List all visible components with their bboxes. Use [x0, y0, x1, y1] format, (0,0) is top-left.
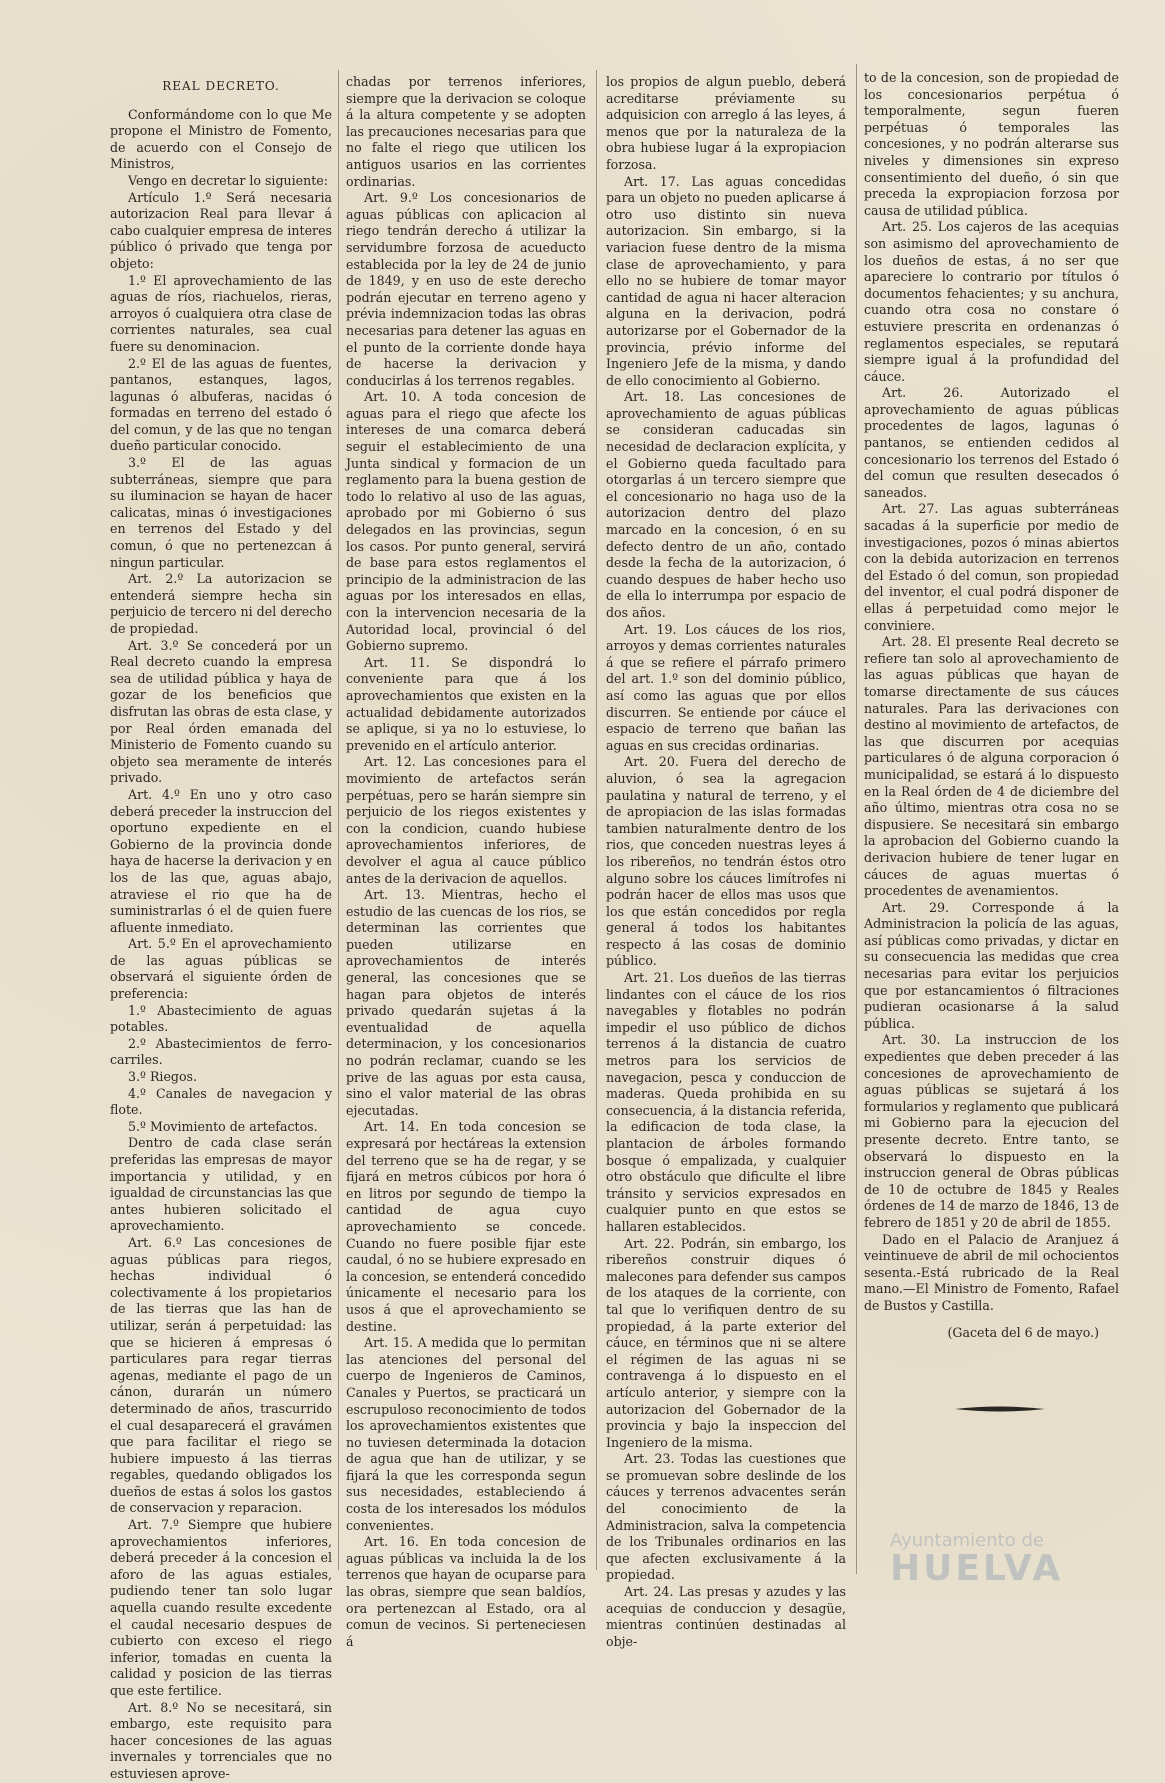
paragraph: Art. 23. Todas las cuestiones que se promuevan sobre deslinde de los cáuces y terrenos advacentes serán del conocimiento de la Administracion, salva la competencia de los Tribunales ordinarios en las que afecten exclusivamente á la propiedad.	[606, 1451, 846, 1583]
paragraph: Dentro de cada clase serán preferidas las empresas de mayor importancia y utilidad, y en igualdad de circunstancias las que antes hubieren solicitado el aprovechamiento.	[110, 1135, 332, 1234]
paragraph: Art. 20. Fuera del derecho de aluvion, ó sea la agregacion paulatina y natural de terreno, y el de apropiacion de las islas formadas tambien naturalmente dentro de los rios, que conceden nuestras leyes á los ribereños, no tendrán éstos otro alguno sobre los cáuces limítrofes ni podrán hacer de ellos mas usos que los que están concedidos por regla general á todos los habitantes respecto á las cosas de dominio público.	[606, 754, 846, 969]
paragraph: Art. 25. Los cajeros de las acequias son asimismo del aprovechamiento de los dueños de estas, á no ser que apareciere lo contrario por títulos ó documentos fehacientes; y su anchura, cuando otra cosa no constare ó estuviere prescrita en ordenanzas ó reglamentos especiales, se reputará siempre igual á la profundidad del cáuce.	[864, 219, 1119, 384]
paragraph: Art. 15. A medida que lo permitan las atenciones del personal del cuerpo de Ingenieros de Caminos, Canales y Puertos, se practicará un escrupuloso reconocimiento de todos los aprovechamientos existentes que no tuviesen determinada la dotacion de agua que han de utilizar, y se fijará la que les corresponda segun sus necesidades, estableciendo á costa de los interesados los módulos convenientes.	[346, 1335, 586, 1533]
paragraph: los propios de algun pueblo, deberá acreditarse préviamente su adquisicion con arreglo á las leyes, á menos que por la naturaleza de la obra hubiese lugar á la expropiacion forzosa.	[606, 74, 846, 172]
column-1-body	[110, 107, 332, 1783]
paragraph: Vengo en decretar lo siguiente:	[128, 172, 328, 188]
source-note: (Gaceta del 6 de mayo.)	[947, 1324, 1099, 1340]
paragraph: 2.º Abastecimientos de ferro-carriles.	[110, 1035, 332, 1068]
paragraph: 3.º El de las aguas subterráneas, siempre que para su iluminacion se hayan de hacer calicatas, minas ó investigaciones en terrenos del Estado y del comun, ó que no pertenezcan á ningun particular.	[110, 455, 332, 570]
paragraph: Art. 9.º Los concesionarios de aguas públicas con aplicacion al riego tendrán derecho á utilizar la servidumbre forzosa de acueducto establecida por la ley de 24 de junio de 1849, y en uso de este derecho podrán ejecutar en terreno ageno y prévia indemnizacion todas las obras necesarias para detener las aguas en el punto de la corriente donde haya de hacerse la derivacion y conducirlas á los terrenos regables.	[346, 190, 586, 388]
paragraph: Art. 30. La instruccion de los expedientes que deben preceder á las concesiones de aprovechamiento de aguas públicas se sujetará á los formularios y reglamento que publicará mi Gobierno para la ejecucion del presente decreto. Entre tanto, se observará lo dispuesto en la instruccion general de Obras públicas de 10 de octubre de 1845 y Reales órdenes de 14 de marzo de 1846, 13 de febrero de 1851 y 20 de abril de 1855.	[864, 1032, 1119, 1230]
paragraph: Art. 13. Mientras, hecho el estudio de las cuencas de los rios, se determinan las corrientes que pueden utilizarse en aprovechamientos de interés general, las concesiones que se hagan para objetos de interés privado quedarán sujetas á la eventualidad de aquella determinacion, y los concesionarios no podrán reclamar, cuando se les prive de las aguas por esta causa, sino el valor material de las obras ejecutadas.	[346, 887, 586, 1118]
paragraph: Art. 28. El presente Real decreto se refiere tan solo al aprovechamiento de las aguas públicas que hayan de tomarse directamente de sus cáuces naturales. Para las derivaciones con destino al movimiento de artefactos, de las que discurren por acequias particulares ó de alguna corporacion ó municipalidad, se estará á lo dispuesto en la Real órden de 4 de diciembre del año último, mientras otra cosa no se dispusiere. Se necesitará sin embargo la aprobacion del Gobierno cuando la derivacion hubiere de tener lugar en cáuces de aguas muertas ó procedentes de avenamientos.	[864, 634, 1119, 899]
paragraph: 1.º El aprovechamiento de las aguas de ríos, riachuelos, rieras, arroyos ó cualquiera otra clase de corrientes naturales, sea cual fuere su denominacion.	[110, 272, 332, 354]
paragraph: Art. 27. Las aguas subterráneas sacadas á la superficie por medio de investigaciones, pozos ó minas abiertos con la debida autorizacion en terrenos del Estado ó del comun, son propiedad del inventor, el cual podrá disponer de ellas á perpetuidad como mejor le conviniere.	[864, 501, 1119, 633]
paragraph: Art. 12. Las concesiones para el movimiento de artefactos serán perpétuas, pero se harán siempre sin perjuicio de los riegos existentes y con la condicion, cuando hubiese aprovechamientos inferiores, de devolver el agua al cauce público antes de la derivacion de aquellos.	[346, 754, 586, 886]
paragraph: to de la concesion, son de propiedad de los concesionarios perpétua ó temporalmente, segun fueren perpétuas ó temporales las concesiones, y no podrán alterarse sus niveles y dimensiones sin expreso consentimiento del dueño, ó sin que preceda la expropiacion forzosa por causa de utilidad pública.	[864, 70, 1119, 218]
paragraph: Conformándome con lo que Me propone el Ministro de Fomento, de acuerdo con el Consejo de Ministros,	[110, 106, 332, 172]
column-2-body	[346, 74, 586, 1650]
paragraph: Art. 22. Podrán, sin embargo, los ribereños construir diques ó malecones para defender sus campos de los ataques de la corriente, con tal que lo verifiquen dentro de su propiedad, á la parte exterior del cáuce, en términos que ni se altere el régimen de las aguas ni se contravenga á lo dispuesto en el artículo anterior, y siempre con la autorizacion del Gobernador de la provincia y bajo la inspeccion del Ingeniero de la misma.	[606, 1235, 846, 1450]
paragraph: 2.º El de las aguas de fuentes, pantanos, estanques, lagos, lagunas ó albuferas, nacidas ó formadas en terreno del estado ó del comun, y de las que no tengan dueño particular conocido.	[110, 355, 332, 454]
watermark-top: Ayuntamiento de	[890, 1530, 1044, 1551]
watermark-main: HUELVA	[890, 1548, 1064, 1589]
paragraph: Art. 11. Se dispondrá lo conveniente para que á los aprovechamientos que existen en la actualidad debidamente autorizados se aplique, si ya no lo estuviese, lo prevenido en el artículo anterior.	[346, 654, 586, 753]
paragraph: Art. 18. Las concesiones de aprovechamiento de aguas públicas se consideran caducadas sin necesidad de declaracion explícita, y el Gobierno queda facultado para otorgarlas á un tercero siempre que el concesionario no haga uso de la autorizacion dentro del plazo marcado en la concesion, ó en su defecto dentro de un año, contado desde la fecha de la autorizacion, ó cuando despues de haber hecho uso de ella lo interrumpa por espacio de dos años.	[606, 389, 846, 620]
paragraph: Art. 2.º La autorizacion se entenderá siempre hecha sin perjuicio de tercero ni del derecho de propiedad.	[110, 571, 332, 636]
paragraph: Art. 29. Corresponde á la Administracion la policía de las aguas, así públicas como privadas, y dictar en su consecuencia las medidas que crea necesarias para evitar los perjuicios que por estancamientos ó filtraciones pudieran ocasionarse á la salud pública.	[864, 899, 1119, 1031]
text-column-3	[606, 74, 846, 1649]
paragraph: Art. 5.º En el aprovechamiento de las aguas públicas se observará el siguiente órden de preferencia:	[110, 936, 332, 1002]
document-title: REAL DECRETO.	[162, 79, 280, 93]
text-column-2	[346, 74, 586, 1649]
paragraph: Art. 17. Las aguas concedidas para un objeto no pueden aplicarse á otro uso distinto sin nueva autorizacion. Sin embargo, si la variacion fuese dentro de la misma clase de aprovechamiento, y para ello no se hubiere de tomar mayor cantidad de agua ni hacer alteracion alguna en la derivacion, podrá autorizarse por el Gobernador de la provincia, prévio informe del Ingeniero Jefe de la misma, y dando de ello conocimiento al Gobierno.	[606, 173, 846, 388]
paragraph: Art. 3.º Se concederá por un Real decreto cuando la empresa sea de utilidad pública y haya de gozar de los beneficios que disfrutan las obras de esta clase, y por Real órden emanada del Ministerio de Fomento cuando su objeto sea meramente de interés privado.	[110, 637, 332, 786]
paragraph: Art. 6.º Las concesiones de aguas públicas para riegos, hechas individual ó colectivamente á los propietarios de las tierras que las han de utilizar, serán á perpetuidad: las que se hicieren á empresas ó particulares para regar tierras agenas, mediante el pago de un cánon, durarán un número determinado de años, trascurrido el cual desaparecerá el gravámen que para facilitar el riego se hubiere impuesto á las tierras regables, quedando obligados los dueños de estas á solos los gastos de conservacion y reparacion.	[110, 1234, 332, 1516]
paragraph: Art. 24. Las presas y azudes y las acequias de conduccion y desagüe, mientras continúen destinadas al obje-	[606, 1584, 846, 1649]
paragraph: 4.º Canales de navegacion y flote.	[110, 1085, 332, 1118]
paragraph: Art. 16. En toda concesion de aguas públicas va incluida la de los terrenos que hayan de ocuparse para las obras, siempre que sean baldíos, ora pertenezcan al Estado, ora al comun de vecinos. Si perteneciesen á	[346, 1534, 586, 1649]
column-rule	[856, 64, 857, 1574]
paragraph: 1.º Abastecimiento de aguas potables.	[110, 1002, 332, 1035]
watermark	[880, 1530, 1130, 1590]
column-rule	[338, 70, 339, 1570]
signature-paragraph: Dado en el Palacio de Aranjuez á veintinueve de abril de mil ochocientos sesenta.-Está rubricado de la Real mano.—El Ministro de Fomento, Rafael de Bustos y Castilla.	[864, 1231, 1119, 1313]
paragraph: Art. 7.º Siempre que hubiere aprovechamientos inferiores, deberá preceder á la concesion el aforo de las aguas estiales, pudiendo tener tan solo lugar aquella cuando resulte excedente el caudal necesario despues de cubierto con exceso el riego inferior, tomadas en cuenta la calidad y posicion de las tierras que este fertilice.	[110, 1517, 332, 1698]
ornament-rule-icon	[955, 1405, 1045, 1413]
text-column-1	[110, 78, 332, 1781]
paragraph: Art. 4.º En uno y otro caso deberá preceder la instruccion del oportuno expediente en el Gobierno de la provincia donde haya de hacerse la derivacion y en los de las que, aguas abajo, atraviese el rio que ha de suministrarlas ó el de quien fuere afluente inmediato.	[110, 786, 332, 935]
column-4-body	[864, 70, 1119, 1232]
text-column-4	[864, 70, 1119, 1340]
paragraph: Art. 14. En toda concesion se expresará por hectáreas la extension del terreno que se ha de regar, y se fijará en metros cúbicos por hora ó en litros por segundo de tiempo la cantidad de agua cuyo aprovechamiento se concede. Cuando no fuere posible fijar este caudal, ó no se hubiere expresado en la concesion, se entenderá concedido únicamente el necesario para los usos á que el aprovechamiento se destine.	[346, 1119, 586, 1334]
paragraph: chadas por terrenos inferiores, siempre que la derivacion se coloque á la altura competente y se adopten las precauciones necesarias para que no falte el riego que utilicen los antiguos usarios en las corrientes ordinarias.	[346, 74, 586, 189]
paragraph: Artículo 1.º Será necesaria autorizacion Real para llevar á cabo cualquier empresa de interes público ó privado que tenga por objeto:	[110, 189, 332, 271]
paragraph: 3.º Riegos.	[128, 1069, 198, 1085]
paragraph: Art. 26. Autorizado el aprovechamiento de aguas públicas procedentes de lagos, lagunas ó pantanos, se entienden cedidos al concesionario los terrenos del Estado ó del comun que resulten desecados ó saneados.	[864, 385, 1119, 500]
paragraph: Art. 8.º No se necesitará, sin embargo, este requisito para hacer concesiones de las aguas invernales y torrenciales que no estuviesen aprove-	[110, 1699, 332, 1781]
column-rule	[596, 70, 597, 1570]
column-3-body	[606, 74, 846, 1650]
paragraph: 5.º Movimiento de artefactos.	[128, 1118, 318, 1134]
paragraph: Art. 10. A toda concesion de aguas para el riego que afecte los intereses de una comarca deberá seguir el establecimiento de una Junta sindical y formacion de un reglamento para la buena gestion de todo lo relativo al uso de las aguas, aprobado por mi Gobierno ó sus delegados en las provincias, segun los casos. Por punto general, servirá de base para estos reglamentos el principio de la administracion de las aguas por los interesados en ellas, con la intervencion necesaria de la Autoridad local, provincial ó del Gobierno supremo.	[346, 389, 586, 654]
paragraph: Art. 19. Los cáuces de los rios, arroyos y demas corrientes naturales á que se refiere el párrafo primero del art. 1.º son del dominio público, así como las aguas que por ellos discurren. Se entiende por cáuce el espacio de terreno que bañan las aguas en sus crecidas ordinarias.	[606, 621, 846, 753]
paragraph: Art. 21. Los dueños de las tierras lindantes con el cáuce de los rios navegables y flotables no podrán impedir el uso público de dichos terrenos á la distancia de cuatro metros para los servicios de navegacion, pesca y conduccion de maderas. Queda prohibida en su consecuencia, á la distancia referida, la edificacion de toda clase, la plantacion de árboles formando bosque ó empalizada, y cualquier otro obstáculo que dificulte el libre tránsito y servicios expresados en cualquier punto en que estos se hallaren establecidos.	[606, 970, 846, 1234]
